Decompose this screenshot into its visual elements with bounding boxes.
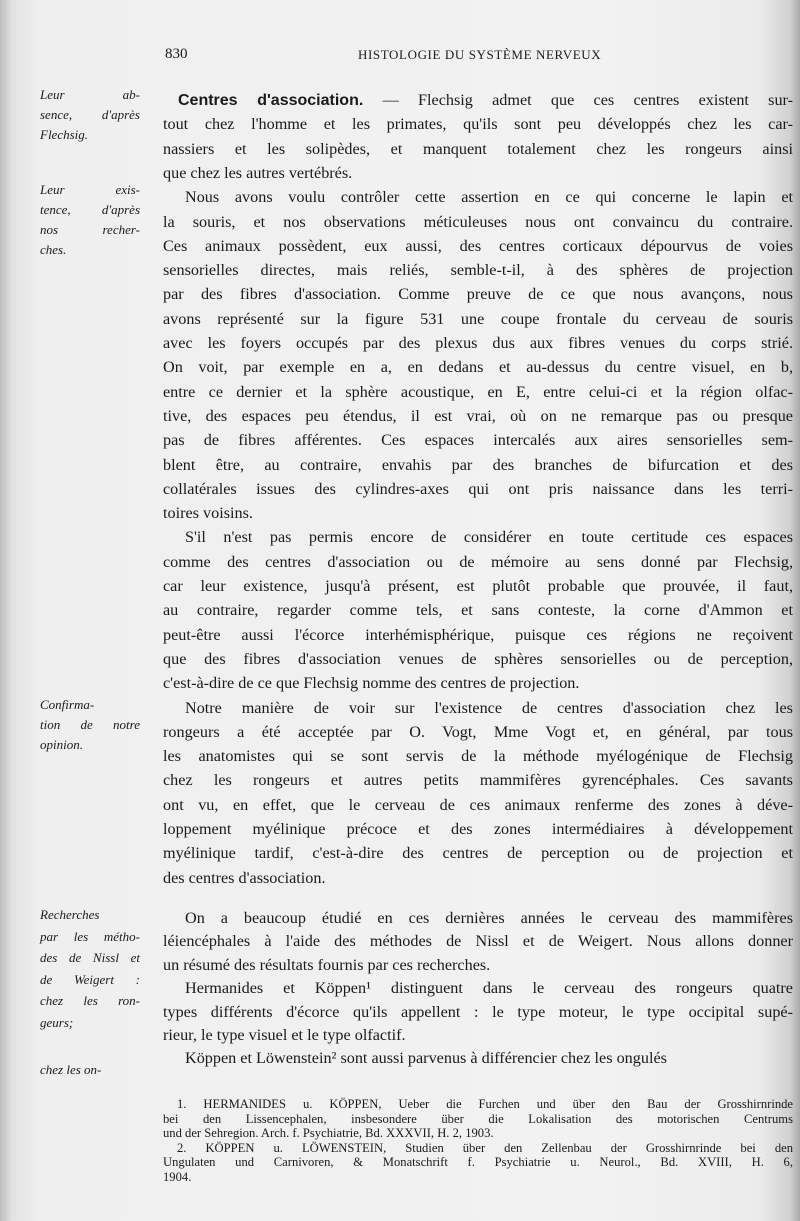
body-line: S'il n'est pas permis encore de considérer en toute certitude ces espaces <box>185 528 793 547</box>
margin-note-line: tence, d'après <box>40 202 140 217</box>
body-text: — Flechsig admet que ces centres existent sur- <box>382 91 794 109</box>
body-line: avec les foyers occupés par des plexus dus aux fibres venues du corps strié. <box>163 334 793 352</box>
margin-note-line: des de Nissl et <box>40 950 140 965</box>
margin-note-line: par les métho- <box>40 928 140 944</box>
body-line: des centres d'association. <box>163 868 326 887</box>
body-line: tive, des espaces peu étendus, il est vrai, où on ne remarque pas ou presque <box>163 406 793 425</box>
running-title: HISTOLOGIE DU SYSTÈME NERVEUX <box>358 47 602 62</box>
footnote-line: Ungulaten und Carnivoren, & Monatschrift f. Psychiatrie u. Neurol., Bd. XVIII, H. 6, <box>163 1155 793 1170</box>
body-line: léiencéphales à l'aide des méthodes de Nissl et de Weigert. Nous allons donner <box>163 932 793 951</box>
body-line: entre ce dernier et la sphère acoustique, en E, entre celui-ci et la région olfac- <box>163 382 793 401</box>
body-line: sensorielles directes, mais reliés, semble-t-il, à des sphères de projection <box>163 261 793 280</box>
body-line <box>178 90 793 111</box>
body-line: toires voisins. <box>163 504 253 523</box>
margin-note-line: geurs; <box>40 1014 74 1030</box>
margin-note-line: sence, d'après <box>40 107 140 122</box>
margin-note-line: Confirma- <box>40 697 95 712</box>
body-line: ont vu, en effet, que le cerveau de ces animaux renferme des zones à déve- <box>163 795 793 814</box>
body-line: tout chez l'homme et les primates, qu'ils sont peu développés chez les car- <box>163 115 793 134</box>
body-line: On a beaucoup étudié en ces dernières années le cerveau des mammifères <box>185 909 793 927</box>
margin-note-line: Recherches <box>40 907 100 922</box>
margin-note-line: ches. <box>40 242 67 257</box>
body-line: peut-être aussi l'écorce interhémisphérique, puisque ces régions ne reçoivent <box>163 625 793 644</box>
body-line: On voit, par exemple en a, en dedans et au-dessus du centre visuel, en b, <box>163 358 793 377</box>
body-line: myélinique tardif, c'est-à-dire des centres de perception ou de projection et <box>163 844 793 863</box>
body-line: par des fibres d'association. Comme preuve de ce que nous avançons, nous <box>163 285 793 304</box>
body-line: Hermanides et Köppen¹ distinguent dans le cerveau des rongeurs quatre <box>185 979 793 998</box>
body-line: nassiers et les solipèdes, et manquent totalement chez les rongeurs ainsi <box>163 139 793 158</box>
body-line: Ces animaux possèdent, eux aussi, des centres corticaux dépourvus de voies <box>163 236 793 255</box>
margin-note-line: de Weigert : <box>40 971 140 987</box>
margin-note-line: tion de notre <box>40 717 140 732</box>
body-line: Nous avons voulu contrôler cette assertion en ce qui concerne le lapin et <box>185 188 793 207</box>
footnote-line: bei den Lissencephalen, insbesondere über die Lokalisation des motorischen Centrums <box>163 1111 793 1126</box>
footnote-line: 2. KÖPPEN u. LÖWENSTEIN, Studien über den Zellenbau der Grosshirnrinde bei den <box>177 1140 793 1155</box>
margin-note-line: Flechsig. <box>40 127 89 142</box>
section-heading: Centres d'association. <box>178 92 364 109</box>
body-line: chez les rongeurs et autres petits mammifères gyrencéphales. Ces savants <box>163 771 793 790</box>
margin-note-line: chez les on- <box>40 1062 102 1077</box>
body-line: collatérales issues des cylindres-axes qui ont pris naissance dans les terri- <box>163 479 793 498</box>
footnote-line: und der Sehregion. Arch. f. Psychiatrie, Bd. XXXVII, H. 2, 1903. <box>163 1126 494 1141</box>
body-line: que chez les autres vertébrés. <box>163 163 353 182</box>
margin-note-line: Leur exis- <box>40 182 140 197</box>
margin-note-line: Leur ab- <box>40 87 140 102</box>
body-line: comme des centres d'association ou de mémoire au sens donné par Flechsig, <box>163 552 793 571</box>
body-line: au contraire, regarder comme tels, et sans conteste, la corne d'Ammon et <box>163 601 793 620</box>
body-line: blent être, au contraire, envahis par des branches de bifurcation et des <box>163 455 793 474</box>
margin-note-line: chez les ron- <box>40 993 140 1008</box>
margin-note-line: opinion. <box>40 737 83 752</box>
footnote-line: 1. HERMANIDES u. KÖPPEN, Ueber die Furchen und über den Bau der Grosshirnrinde <box>177 1097 793 1111</box>
body-line: c'est-à-dire de ce que Flechsig nomme des centres de projection. <box>163 674 580 693</box>
body-line: Köppen et Löwenstein² sont aussi parvenus à différencier chez les ongulés <box>185 1049 667 1068</box>
footnote-line: 1904. <box>163 1170 192 1184</box>
body-line: les anatomistes qui se sont servis de la méthode myélogénique de Flechsig <box>163 747 793 766</box>
body-line: la souris, et nos observations méticuleuses nous ont convaincu du contraire. <box>163 212 793 231</box>
body-line: rieur, le type visuel et le type olfactif. <box>163 1026 406 1044</box>
body-line: types différents d'écorce qu'ils appellent : le type moteur, le type occipital supé- <box>163 1002 793 1021</box>
body-line: Notre manière de voir sur l'existence de centres d'association chez les <box>185 698 793 717</box>
page-number: 830 <box>165 46 188 62</box>
body-line: un résumé des résultats fournis par ces recherches. <box>163 955 491 974</box>
body-line: car leur existence, jusqu'à présent, est plutôt probable que prouvée, il faut, <box>163 577 793 595</box>
body-line: rongeurs a été acceptée par O. Vogt, Mme Vogt et, en général, par tous <box>163 722 793 741</box>
body-line: avons représenté sur la figure 531 une coupe frontale du cerveau de souris <box>163 309 793 328</box>
body-line: que des fibres d'association venues de sphères sensorielles ou de perception, <box>163 649 793 668</box>
margin-note-line: nos recher- <box>40 222 140 237</box>
body-line: pas de fibres afférentes. Ces espaces intercalés aux aires sensorielles sem- <box>163 431 793 450</box>
body-line: loppement myélinique précoce et des zones intermédiaires à développement <box>163 820 793 838</box>
